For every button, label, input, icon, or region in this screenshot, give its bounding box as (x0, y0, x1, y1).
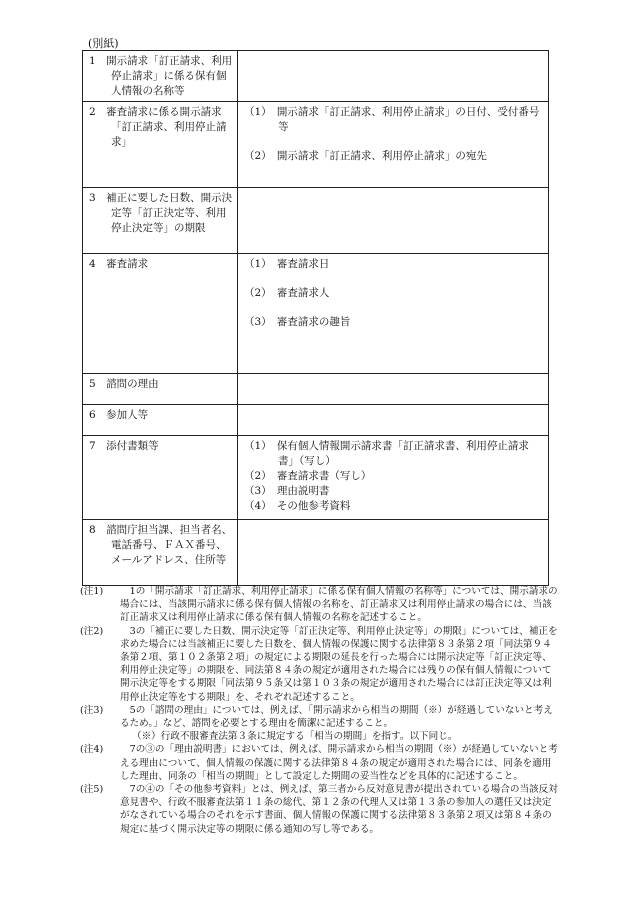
note-5 (80, 783, 560, 836)
note-4 (80, 743, 560, 783)
table-row (83, 188, 549, 254)
row-4-item: （2） 審査請求人 (244, 287, 330, 299)
note-text: 5の「諮問の理由」については、例えば、「開示請求から相当の期間（※）が経過していないと考えるため。」など、諮問を必要とする理由を簡潔に記述すること。 (120, 704, 553, 730)
form-table (82, 50, 549, 586)
note-tag: (注5) (80, 784, 104, 796)
note-tag: (注4) (80, 744, 104, 756)
note-1 (80, 585, 560, 625)
notes-section (80, 585, 560, 836)
note-text: 3の「補正に要した日数、開示決定等「訂正決定等、利用停止決定等」の期限」については、補正を求めた場合には当該補正に要した日数を、個人情報の保護に関する法律第８３条第２項「同法第９４条第２項、第１０２条第２項」の規定による期限の延長を行った場合には開示決定等「訂正決定等、利用停止決定等」の期限を、同法第８４条の規定が適用された場合には残りの保有個人情報について開示決定等をする期限「同法第９５条又は第１０３条の規定が適用された場合には訂正決定等又は利用停止決定等をする期限」を、それぞれ記述すること。 (120, 625, 558, 703)
note-text: 1の「開示請求「訂正請求、利用停止請求」に係る保有個人情報の名称等」については、開示請求の場合には、当該開示請求に係る保有個人情報の名称を、訂正請求又は利用停止請求の場合には、当該訂正請求又は利用停止請求に係る保有個人情報の名称を記述すること。 (120, 586, 558, 624)
note-text: 7の④の「その他参考資料」とは、例えば、第三者から反対意見書が提出されている場合の当該反対意見書や、行政不服審査法第１１条の総代、第１２条の代理人又は第１３条の参加人の選任又は決定がなされている場合のそれを示す書面、個人情報の保護に関する法律第８３条第２項又は第８４条の規定に基づく開示決定等の期限に係る通知の写し等である。 (120, 784, 558, 835)
table-row (83, 436, 549, 520)
row-6-label: 6 参加人等 (83, 405, 238, 436)
table-row (83, 102, 549, 188)
row-2-item: （1） 開示請求「訂正請求、利用停止請求」の日付、受付番号等 (244, 106, 540, 133)
row-8-value (238, 520, 549, 586)
note-2 (80, 625, 560, 704)
table-row (83, 254, 549, 374)
table-row (83, 520, 549, 586)
row-4-label: 4 審査請求 (83, 254, 238, 374)
row-3-label: 3 補正に要した日数、開示決定等「訂正決定等、利用停止決定等」の期限 (83, 188, 238, 254)
row-5-label: 5 諮問の理由 (83, 374, 238, 405)
row-8-label: 8 諮問庁担当課、担当者名、電話番号、ＦＡＸ番号、メールアドレス、住所等 (83, 520, 238, 586)
row-2-item: （2） 開示請求「訂正請求、利用停止請求」の宛先 (244, 150, 487, 162)
table-row (83, 51, 549, 102)
row-4-value (238, 254, 549, 374)
note-tag: (注3) (80, 704, 104, 716)
row-4-item: （1） 審査請求日 (244, 258, 330, 270)
table-row (83, 405, 549, 436)
row-2-label: 2 審査請求に係る開示請求「訂正請求、利用停止請求」 (83, 102, 238, 188)
note-text: 7の③の「理由説明書」においては、例えば、開示請求から相当の期間（※）が経過していないと考える理由について、個人情報の保護に関する法律第８４条の規定が適用された場合には、同条を適用した理由、同条の「相当の期間」として設定した期間の妥当性などを具体的に記述すること。 (120, 744, 558, 782)
note-tag: (注2) (80, 625, 104, 637)
row-1-label: 1 開示請求「訂正請求、利用停止請求」に係る保有個人情報の名称等 (83, 51, 238, 102)
row-7-item: （4） その他参考資料 (244, 500, 351, 512)
row-5-value (238, 374, 549, 405)
row-6-value (238, 405, 549, 436)
table-row (83, 374, 549, 405)
note-tag: (注1) (80, 586, 104, 597)
note-subnote: （※）行政不服審査法第３条に規定する「相当の期間」を指す。以下同じ。 (132, 731, 458, 743)
attachment-label: (別紙) (88, 37, 119, 50)
note-3 (80, 704, 560, 744)
row-2-value (238, 102, 549, 188)
row-7-item: （3） 理由説明書 (244, 485, 330, 497)
row-7-label: 7 添付書類等 (83, 436, 238, 520)
row-4-item: （3） 審査請求の趣旨 (244, 316, 351, 328)
row-1-value (238, 51, 549, 102)
row-7-item: （1） 保有個人情報開示請求書「訂正請求書、利用停止請求書」（写し） (244, 440, 529, 467)
row-3-value (238, 188, 549, 254)
row-7-value (238, 436, 549, 520)
row-7-item: （2） 審査請求書（写し） (244, 470, 372, 482)
